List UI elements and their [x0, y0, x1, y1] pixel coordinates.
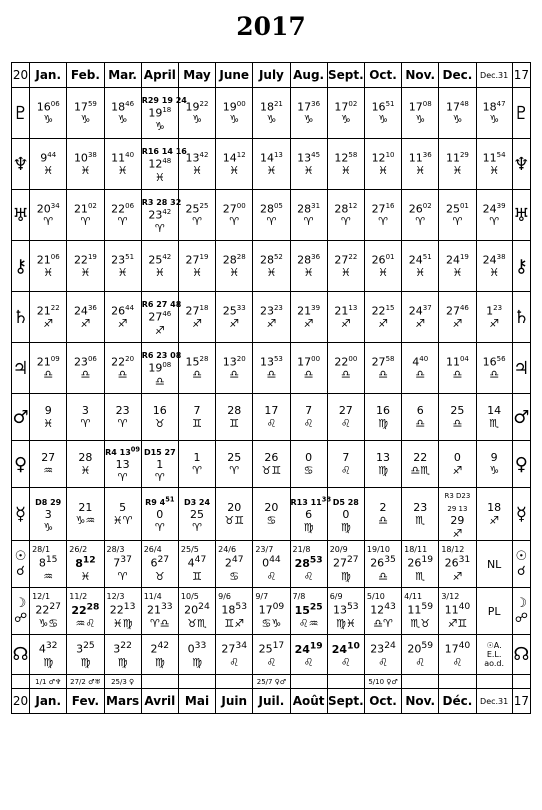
event-cell: 25/7 ♀♂: [253, 675, 290, 689]
lunation-cell: 7/8 $15^{25}$ ♌♒: [290, 588, 327, 635]
year-right-label: 17: [512, 63, 530, 88]
node-cell: $3^{25}$ ♍: [67, 635, 104, 675]
lunation-cell: 9/7 $17^{09}$ ♋♑: [253, 588, 290, 635]
mercury-cell: R3 D23 29 13 29 ♐: [439, 488, 476, 541]
planet-position-cell: $21^{22}$ ♐: [30, 292, 67, 343]
node-cell: $4^{32}$ ♍: [30, 635, 67, 675]
planet-position-cell: $12^{10}$ ♓: [364, 139, 401, 190]
mercury-icon: ☿: [512, 488, 530, 541]
planet-position-cell: $16^{06}$ ♑: [30, 88, 67, 139]
month-fr-sep: Sept.: [327, 689, 364, 714]
venus-cell: 26 ♉♊: [253, 441, 290, 488]
node-legend: ☉A. E.L. ao.d.: [476, 635, 512, 675]
planet-position-cell: $27^{16}$ ♈: [364, 190, 401, 241]
mercury-cell: D3 24 25 ♈: [178, 488, 215, 541]
venus-cell: 13 ♍: [364, 441, 401, 488]
month-feb: Feb.: [67, 63, 104, 88]
node-cell: $24^{19}$ ♌: [290, 635, 327, 675]
planet-position-cell: $11^{29}$ ♓: [439, 139, 476, 190]
planet-position-cell: $17^{59}$ ♑: [67, 88, 104, 139]
planet-position-cell: $27^{00}$ ♈: [216, 190, 253, 241]
planet-position-cell: $18^{47}$ ♑: [476, 88, 512, 139]
sun-conj-moon-icon: ☉ ☌: [12, 541, 30, 588]
venus-row: [12, 441, 531, 488]
year-left-label: 20: [12, 63, 30, 88]
month-fr-may: Mai: [178, 689, 215, 714]
lunation-cell: 25/5 $4^{47}$ ♊: [178, 541, 215, 588]
month-jun: June: [216, 63, 253, 88]
planet-position-cell: $22^{06}$ ♈: [104, 190, 141, 241]
planet-position-cell: $28^{12}$ ♈: [327, 190, 364, 241]
planet-position-cell: $17^{02}$ ♑: [327, 88, 364, 139]
planet-position-cell: R29 19 24 $19^{18}$ ♑: [141, 88, 178, 139]
planet-position-cell: $24^{19}$ ♓: [439, 241, 476, 292]
venus-cell: 9 ♑: [476, 441, 512, 488]
page-title: 2017: [236, 12, 306, 41]
planet-position-cell: $28^{52}$ ♓: [253, 241, 290, 292]
node-cell: $3^{22}$ ♍: [104, 635, 141, 675]
planet-glyph-icon: ♃: [12, 343, 30, 394]
planet-position-cell: $11^{36}$ ♓: [402, 139, 439, 190]
planet-position-cell: $23^{51}$ ♓: [104, 241, 141, 292]
planet-position-cell: R16 14 16 $12^{48}$ ♓: [141, 139, 178, 190]
node-cell: $24^{10}$ ♌: [327, 635, 364, 675]
planet-glyph-icon: ♄: [512, 292, 530, 343]
planet-row: [12, 190, 531, 241]
lunation-cell: 11/4 $21^{33}$ ♈♎: [141, 588, 178, 635]
planet-row: [12, 139, 531, 190]
mars-cell: 16 ♍: [364, 394, 401, 441]
sun-opp-moon-icon: ☽ ☍: [512, 588, 530, 635]
mercury-cell: 18 ♐: [476, 488, 512, 541]
planet-position-cell: $25^{42}$ ♓: [141, 241, 178, 292]
lunation-cell: 4/11 $11^{59}$ ♏♉: [402, 588, 439, 635]
mercury-cell: 2 ♎: [364, 488, 401, 541]
planet-position-cell: $9^{44}$ ♓: [30, 139, 67, 190]
node-cell: $27^{34}$ ♌: [216, 635, 253, 675]
planet-position-cell: $14^{13}$ ♓: [253, 139, 290, 190]
planet-glyph-icon: ⚷: [512, 241, 530, 292]
planet-glyph-icon: ♃: [512, 343, 530, 394]
planet-row: [12, 292, 531, 343]
event-cell: 27/2 ♂♅: [67, 675, 104, 689]
planet-position-cell: $13^{45}$ ♓: [290, 139, 327, 190]
planet-position-cell: $26^{01}$ ♓: [364, 241, 401, 292]
venus-cell: 1 ♈: [178, 441, 215, 488]
mercury-cell: 5 ♓♈: [104, 488, 141, 541]
planet-position-cell: $24^{51}$ ♓: [402, 241, 439, 292]
lunation-cell: 9/6 $18^{53}$ ♊♐: [216, 588, 253, 635]
planet-position-cell: $11^{40}$ ♓: [104, 139, 141, 190]
planet-position-cell: R6 27 48 $27^{46}$ ♐: [141, 292, 178, 343]
planet-position-cell: $17^{48}$ ♑: [439, 88, 476, 139]
node-cell: $23^{24}$ ♌: [364, 635, 401, 675]
planet-position-cell: $25^{01}$ ♈: [439, 190, 476, 241]
planet-position-cell: $13^{53}$ ♎: [253, 343, 290, 394]
mercury-cell: 20 ♋: [253, 488, 290, 541]
planet-position-cell: $19^{00}$ ♑: [216, 88, 253, 139]
planet-position-cell: $28^{36}$ ♓: [290, 241, 327, 292]
north-node-icon: ☊: [12, 635, 30, 675]
month-jul: July: [253, 63, 290, 88]
planet-position-cell: $21^{06}$ ♓: [30, 241, 67, 292]
planet-position-cell: $16^{56}$ ♎: [476, 343, 512, 394]
venus-cell: 27 ♒: [30, 441, 67, 488]
month-fr-nov: Nov.: [402, 689, 439, 714]
lunation-cell: 26/2 $8^{12}$ ♓: [67, 541, 104, 588]
month-fr-oct: Oct.: [364, 689, 401, 714]
mars-cell: 14 ♏: [476, 394, 512, 441]
planet-glyph-icon: ♆: [512, 139, 530, 190]
pl-label: PL: [476, 588, 512, 635]
sun-conj-moon-icon: ☉ ☌: [512, 541, 530, 588]
planet-row: [12, 241, 531, 292]
month-dec31: Dec.31: [476, 689, 512, 714]
planet-position-cell: $24^{36}$ ♐: [67, 292, 104, 343]
planet-position-cell: $26^{44}$ ♐: [104, 292, 141, 343]
planet-position-cell: $21^{39}$ ♐: [290, 292, 327, 343]
planet-rows: [12, 88, 531, 394]
mercury-icon: ☿: [12, 488, 30, 541]
mars-cell: 7 ♌: [290, 394, 327, 441]
month-dec: Dec.: [439, 63, 476, 88]
month-sep: Sept.: [327, 63, 364, 88]
venus-cell: 25 ♈: [216, 441, 253, 488]
planet-glyph-icon: ♆: [12, 139, 30, 190]
month-fr-jun: Juin: [216, 689, 253, 714]
month-jan: Jan.: [30, 63, 67, 88]
venus-cell: 7 ♌: [327, 441, 364, 488]
month-oct: Oct.: [364, 63, 401, 88]
month-aug: Aug.: [290, 63, 327, 88]
lunation-cell: 18/11 $26^{19}$ ♏: [402, 541, 439, 588]
planet-position-cell: $11^{54}$ ♓: [476, 139, 512, 190]
month-dec31: Dec.31: [476, 63, 512, 88]
node-cell: $25^{17}$ ♌: [253, 635, 290, 675]
venus-cell: R4 $13^{09}$ 13 ♈: [104, 441, 141, 488]
lunation-cell: 18/12 $26^{31}$ ♐: [439, 541, 476, 588]
planet-row: [12, 88, 531, 139]
mars-cell: 7 ♊: [178, 394, 215, 441]
venus-cell: 0 ♋: [290, 441, 327, 488]
month-footer-row: [12, 689, 531, 714]
mercury-cell: D8 29 3 ♑: [30, 488, 67, 541]
planet-position-cell: $21^{02}$ ♈: [67, 190, 104, 241]
mars-icon: ♂: [512, 394, 530, 441]
mars-cell: 28 ♊: [216, 394, 253, 441]
planet-position-cell: $4^{40}$ ♎: [402, 343, 439, 394]
planet-row: [12, 343, 531, 394]
planet-position-cell: $26^{02}$ ♈: [402, 190, 439, 241]
planet-position-cell: $21^{09}$ ♎: [30, 343, 67, 394]
planet-position-cell: $24^{38}$ ♓: [476, 241, 512, 292]
ephemeris-table: [11, 62, 531, 714]
month-fr-mar: Mars: [104, 689, 141, 714]
node-row: [12, 635, 531, 675]
mars-cell: 23 ♈: [104, 394, 141, 441]
planet-glyph-icon: ♅: [12, 190, 30, 241]
mercury-cell: D5 28 0 ♍: [327, 488, 364, 541]
mercury-cell: 20 ♉♊: [216, 488, 253, 541]
lunation-cell: 24/6 $2^{47}$ ♋: [216, 541, 253, 588]
venus-cell: 28 ♓: [67, 441, 104, 488]
mars-cell: 9 ♓: [30, 394, 67, 441]
node-cell: $2^{42}$ ♍: [141, 635, 178, 675]
planet-position-cell: $27^{19}$ ♓: [178, 241, 215, 292]
planet-position-cell: $12^{58}$ ♓: [327, 139, 364, 190]
mercury-cell: 23 ♏: [402, 488, 439, 541]
mercury-cell: R9 $4^{51}$ 0 ♈: [141, 488, 178, 541]
planet-position-cell: $28^{31}$ ♈: [290, 190, 327, 241]
planet-position-cell: $18^{46}$ ♑: [104, 88, 141, 139]
event-cell: 1/1 ♂♆: [30, 675, 67, 689]
north-node-icon: ☊: [512, 635, 530, 675]
planet-glyph-icon: ♄: [12, 292, 30, 343]
planet-position-cell: $19^{22}$ ♑: [178, 88, 215, 139]
planet-position-cell: $16^{51}$ ♑: [364, 88, 401, 139]
planet-position-cell: $24^{37}$ ♐: [402, 292, 439, 343]
planet-position-cell: $17^{08}$ ♑: [402, 88, 439, 139]
month-fr-jan: Jan.: [30, 689, 67, 714]
planet-position-cell: R3 28 32 $23^{42}$ ♈: [141, 190, 178, 241]
mercury-row: [12, 488, 531, 541]
planet-position-cell: $23^{06}$ ♎: [67, 343, 104, 394]
lunation-cell: 19/10 $26^{35}$ ♎: [364, 541, 401, 588]
lunation-cell: 28/1 $8^{15}$ ♒: [30, 541, 67, 588]
planet-position-cell: $25^{25}$ ♈: [178, 190, 215, 241]
mars-cell: 3 ♈: [67, 394, 104, 441]
lunation-cell: 5/10 $12^{43}$ ♎♈: [364, 588, 401, 635]
new-moon-row: [12, 541, 531, 588]
lunation-cell: 28/3 $7^{37}$ ♈: [104, 541, 141, 588]
planet-position-cell: $27^{58}$ ♎: [364, 343, 401, 394]
planet-position-cell: $22^{00}$ ♎: [327, 343, 364, 394]
planet-position-cell: $11^{04}$ ♎: [439, 343, 476, 394]
mercury-cell: R13 $11^{38}$ 6 ♍: [290, 488, 327, 541]
planet-position-cell: R6 23 08 $19^{08}$ ♎: [141, 343, 178, 394]
planet-position-cell: $24^{39}$ ♈: [476, 190, 512, 241]
month-apr: April: [141, 63, 178, 88]
lunation-cell: 12/1 $22^{27}$ ♑♋: [30, 588, 67, 635]
event-cell: 5/10 ♀♂: [364, 675, 401, 689]
planet-position-cell: $15^{28}$ ♎: [178, 343, 215, 394]
lunation-cell: 3/12 $11^{40}$ ♐♊: [439, 588, 476, 635]
lunation-cell: 10/5 $20^{24}$ ♉♏: [178, 588, 215, 635]
planet-position-cell: $14^{12}$ ♓: [216, 139, 253, 190]
planet-position-cell: $28^{05}$ ♈: [253, 190, 290, 241]
lunation-cell: 26/4 $6^{27}$ ♉: [141, 541, 178, 588]
planet-position-cell: $23^{23}$ ♐: [253, 292, 290, 343]
mars-cell: 17 ♌: [253, 394, 290, 441]
planet-position-cell: $27^{22}$ ♓: [327, 241, 364, 292]
venus-icon: ♀: [12, 441, 30, 488]
mercury-cell: 21 ♑♒: [67, 488, 104, 541]
year-left-label: 20: [12, 689, 30, 714]
planet-position-cell: $27^{18}$ ♐: [178, 292, 215, 343]
venus-icon: ♀: [512, 441, 530, 488]
planet-position-cell: $10^{38}$ ♓: [67, 139, 104, 190]
planet-position-cell: $27^{46}$ ♐: [439, 292, 476, 343]
planet-position-cell: $20^{34}$ ♈: [30, 190, 67, 241]
month-header-row: [12, 63, 531, 88]
lunation-cell: 11/2 $22^{28}$ ♒♌: [67, 588, 104, 635]
events-row: [12, 675, 531, 689]
month-may: May: [178, 63, 215, 88]
planet-position-cell: $21^{13}$ ♐: [327, 292, 364, 343]
lunation-cell: 12/3 $22^{13}$ ♓♍: [104, 588, 141, 635]
node-cell: $20^{59}$ ♌: [402, 635, 439, 675]
planet-position-cell: $25^{33}$ ♐: [216, 292, 253, 343]
planet-position-cell: $28^{28}$ ♓: [216, 241, 253, 292]
month-fr-apr: Avril: [141, 689, 178, 714]
planet-position-cell: $1^{23}$ ♐: [476, 292, 512, 343]
venus-cell: 0 ♐: [439, 441, 476, 488]
planet-position-cell: $22^{20}$ ♎: [104, 343, 141, 394]
lunation-cell: 6/9 $13^{53}$ ♍♓: [327, 588, 364, 635]
mars-icon: ♂: [12, 394, 30, 441]
planet-position-cell: $18^{21}$ ♑: [253, 88, 290, 139]
mars-cell: 25 ♎: [439, 394, 476, 441]
venus-cell: 22 ♎♏: [402, 441, 439, 488]
mars-cell: 16 ♉: [141, 394, 178, 441]
mars-cell: 6 ♎: [402, 394, 439, 441]
node-cell: $17^{40}$ ♌: [439, 635, 476, 675]
planet-glyph-icon: ♇: [12, 88, 30, 139]
month-fr-jul: Juil.: [253, 689, 290, 714]
venus-cell: D15 27 1 ♈: [141, 441, 178, 488]
nl-label: NL: [476, 541, 512, 588]
node-cell: $0^{33}$ ♍: [178, 635, 215, 675]
planet-position-cell: $22^{15}$ ♐: [364, 292, 401, 343]
lunation-cell: 21/8 $28^{53}$ ♌: [290, 541, 327, 588]
event-cell: 25/3 ♀: [104, 675, 141, 689]
planet-glyph-icon: ⚷: [12, 241, 30, 292]
full-moon-row: [12, 588, 531, 635]
planet-glyph-icon: ♇: [512, 88, 530, 139]
sun-opp-moon-icon: ☽ ☍: [12, 588, 30, 635]
month-fr-aug: Août: [290, 689, 327, 714]
mars-cell: 27 ♌: [327, 394, 364, 441]
planet-position-cell: $22^{19}$ ♓: [67, 241, 104, 292]
planet-position-cell: $17^{00}$ ♎: [290, 343, 327, 394]
planet-position-cell: $13^{20}$ ♎: [216, 343, 253, 394]
month-fr-feb: Fev.: [67, 689, 104, 714]
month-fr-dec: Déc.: [439, 689, 476, 714]
month-nov: Nov.: [402, 63, 439, 88]
lunation-cell: 20/9 $27^{27}$ ♍: [327, 541, 364, 588]
lunation-cell: 23/7 $0^{44}$ ♌: [253, 541, 290, 588]
planet-position-cell: $13^{42}$ ♓: [178, 139, 215, 190]
planet-position-cell: $17^{36}$ ♑: [290, 88, 327, 139]
year-right-label: 17: [512, 689, 530, 714]
month-mar: Mar.: [104, 63, 141, 88]
mars-row: [12, 394, 531, 441]
planet-glyph-icon: ♅: [512, 190, 530, 241]
